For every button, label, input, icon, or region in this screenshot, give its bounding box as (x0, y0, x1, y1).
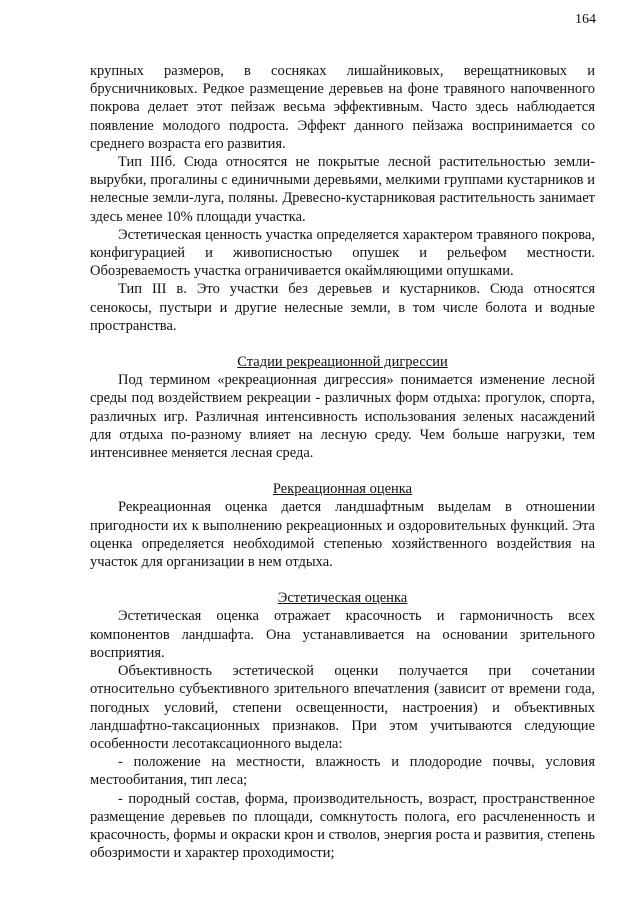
paragraph-aesthetic-assessment: Эстетическая оценка отражает красочность и гармоничность всех компонентов ландшафта. Она устанавливается на основании зрительного восприятия. (90, 608, 595, 661)
paragraph-type-3b: Тип IIIб. Сюда относятся не покрытые лесной растительностью земли-вырубки, прогалины с единичными деревьями, мелкими группами кустарников и нелесные земли-луга, поляны. Древесно-кустарниковая растительность занимает здесь менее 10% площади участка. (90, 154, 595, 225)
page-number: 164 (575, 12, 596, 27)
heading-aesthetic-assessment: Эстетическая оценка (277, 590, 408, 607)
heading-recreational-digression: Стадии рекреационной дигрессии (237, 354, 448, 371)
paragraph-type-3v: Тип III в. Это участки без деревьев и кустарников. Сюда относятся сенокосы, пустыри и другие нелесные земли, в том числе болота и водные пространства. (90, 281, 595, 334)
paragraph-digression-definition: Под термином «рекреационная дигрессия» понимается изменение лесной среды под воздействием рекреации - различных форм отдыха: прогулок, спорта, различных игр. Различная интенсивность использования зеленых насаждений для отдыха по-разному влияет на лесную среду. Чем больше нагрузки, тем интенсивнее меняется лесная среда. (90, 372, 595, 462)
paragraph-recreational-assessment: Рекреационная оценка дается ландшафтным выделам в отношении пригодности их к выполнению рекреационных и оздоровительных функций. Эта оценка определяется необходимой степенью хозяйственного воздействия на участок для организации в нем отдыха. (90, 499, 595, 571)
list-item-location: - положение на местности, влажность и плодородие почвы, условия местообитания, тип леса; (90, 754, 595, 789)
paragraph-objectivity: Объективность эстетической оценки получается при сочетании относительно субъективного зрительного впечатления (зависит от времени года, погодных условий, степени освещенности, настроения) и объективных ландшафтно-таксационных признаков. При этом учитываются следующие особенности лесотаксационного выдела: (90, 663, 595, 752)
paragraph-continuation: крупных размеров, в сосняках лишайниковых, верещатниковых и брусничниковых. Редкое размещение деревьев на фоне травяного напочвенного покрова делает этот пейзаж весьма эффективным. Часто здесь наблюдается появление молодого подроста. Эффект данного пейзажа воспринимается со среднего возраста его развития. (90, 63, 595, 152)
document-body (90, 62, 595, 862)
paragraph-aesthetic-value: Эстетическая ценность участка определяется характером травяного покрова, конфигурацией и живописностью опушек и рельефом местности. Обозреваемость участка ограничивается окаймляющими опушками. (90, 226, 595, 280)
list-item-composition: - породный состав, форма, производительность, возраст, пространственное размещение деревьев по площади, сомкнутость полога, его расчлененность и красочность, формы и окраски крон и стволов, энергия роста и развития, степень обозримости и характер проходимости; (90, 790, 595, 862)
heading-recreational-assessment: Рекреационная оценка (272, 481, 413, 498)
